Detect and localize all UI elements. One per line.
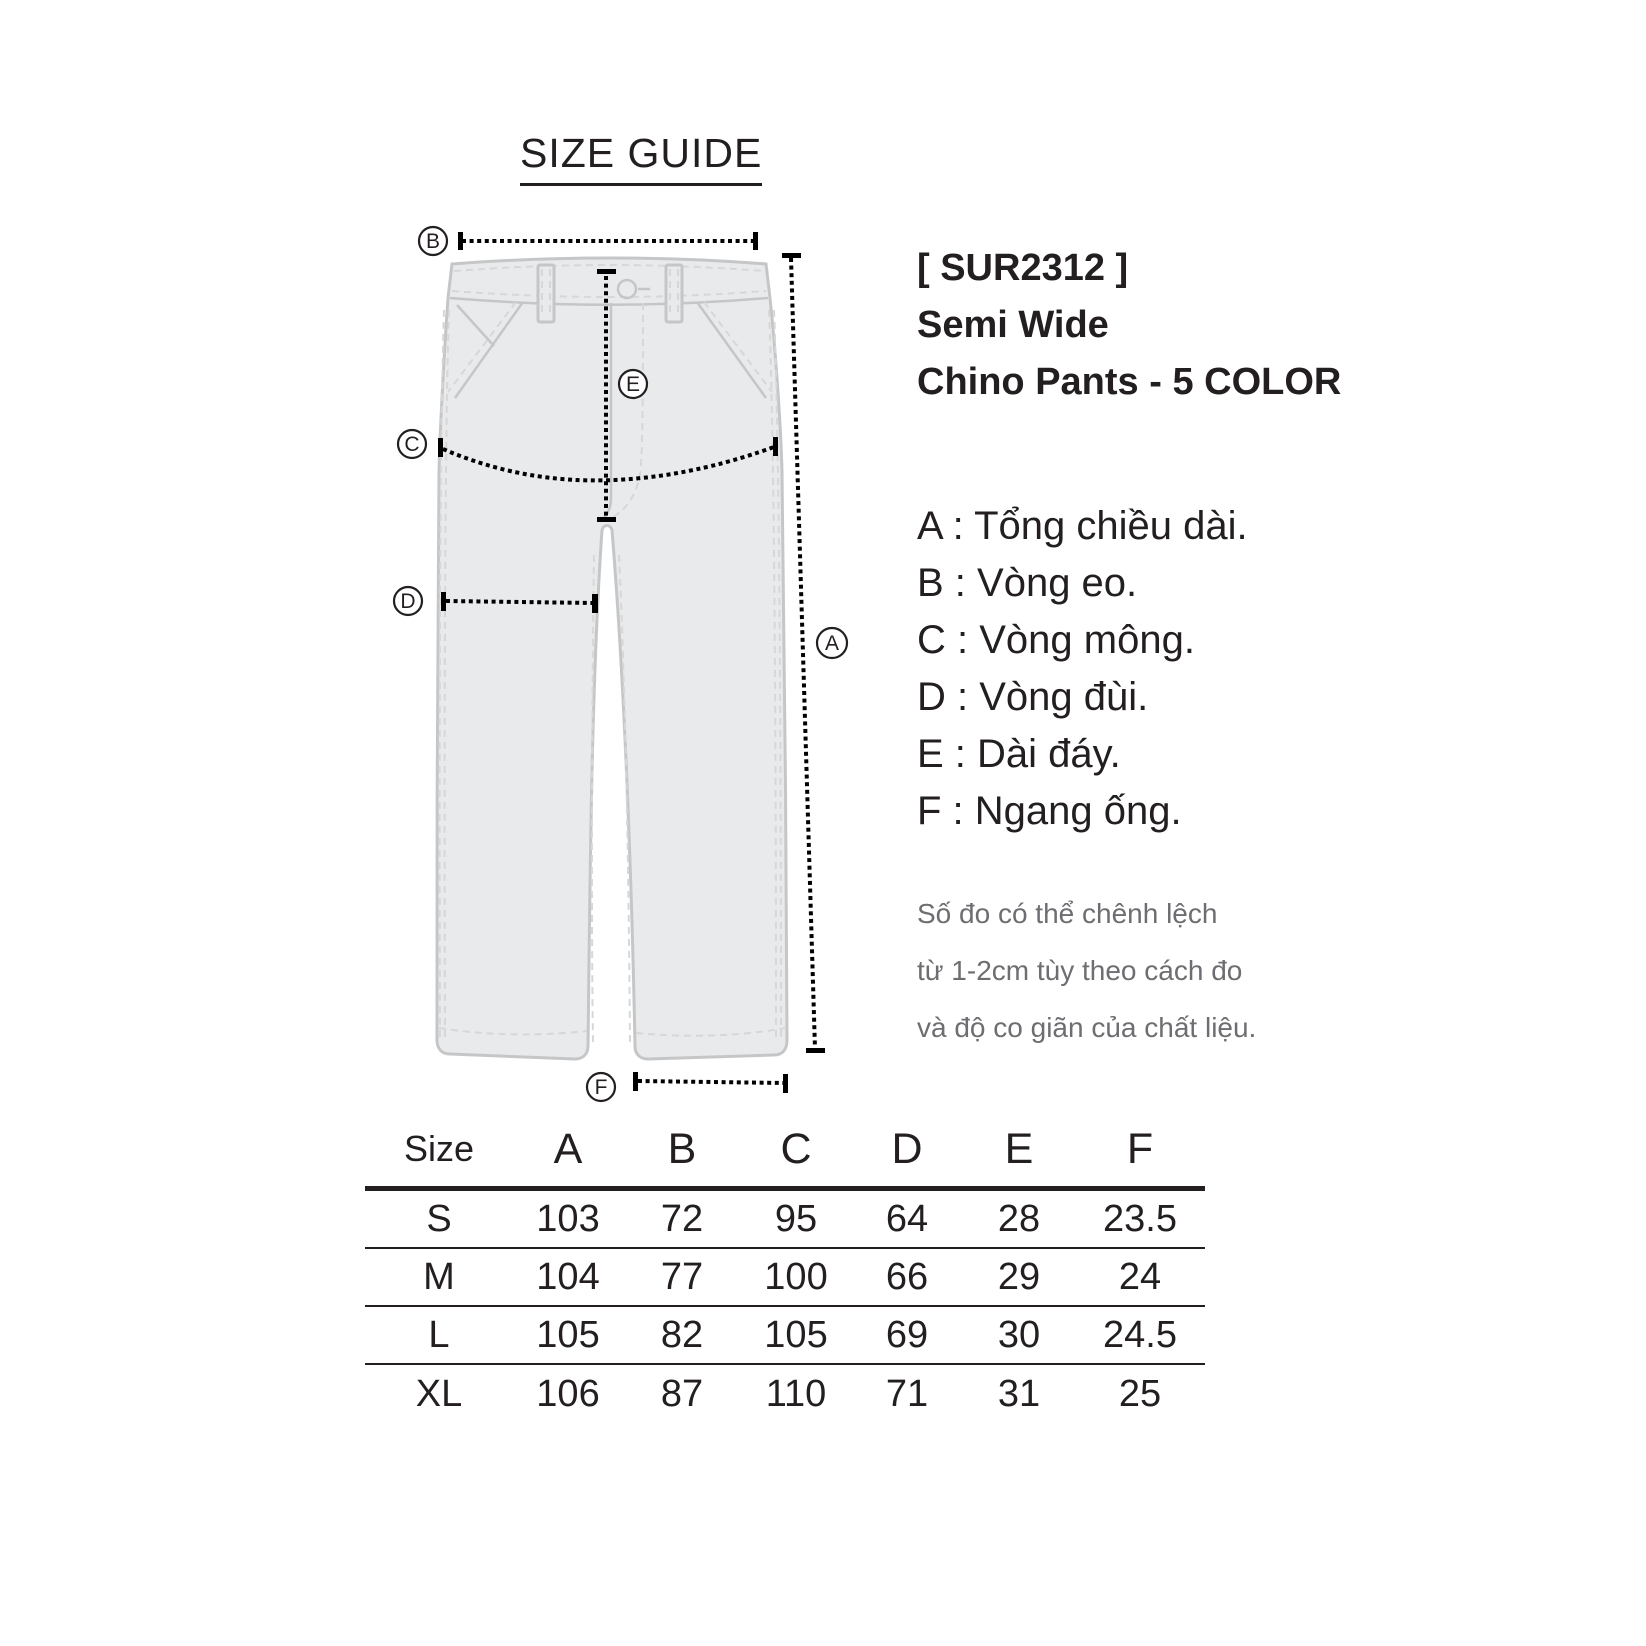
product-name-line-2: Chino Pants - 5 COLOR	[917, 361, 1342, 403]
header-c: C	[780, 1124, 812, 1173]
cell-value: 24.5	[1103, 1313, 1177, 1356]
table-row	[365, 1191, 1205, 1249]
cell-value: 69	[885, 1313, 929, 1356]
legend-item-d: D : Vòng đùi.	[917, 675, 1149, 719]
header-a: A	[553, 1124, 583, 1173]
measure-cap	[782, 253, 801, 258]
measure-cap	[458, 232, 463, 250]
header-f: F	[1126, 1124, 1154, 1173]
measure-line-f	[638, 1081, 784, 1083]
legend-item-f: F : Ngang ống.	[917, 789, 1182, 833]
header-e: E	[1004, 1124, 1034, 1173]
measure-cap	[773, 437, 778, 456]
legend-item-b: B : Vòng eo.	[917, 561, 1138, 605]
header-d: D	[891, 1124, 923, 1173]
measure-cap	[438, 438, 443, 457]
measure-label-f: F	[594, 1076, 608, 1099]
pants-illustration	[437, 258, 787, 1059]
measure-cap	[753, 232, 758, 250]
measure-label-e: E	[625, 373, 641, 396]
cell-value: 31	[997, 1372, 1041, 1415]
measure-label-a: A	[824, 632, 840, 655]
cell-value: 24	[1118, 1255, 1162, 1298]
cell-value: 23.5	[1103, 1197, 1177, 1240]
belt-loop	[538, 265, 554, 322]
measure-cap	[597, 517, 616, 522]
measurement-legend	[917, 498, 1248, 840]
measure-cap	[441, 592, 446, 611]
page-title: SIZE GUIDE	[520, 133, 762, 186]
row-size-label: L	[428, 1313, 450, 1356]
header-size: Size	[403, 1128, 475, 1169]
size-table-header	[365, 1112, 1205, 1191]
product-info	[917, 240, 1341, 411]
measure-cap	[783, 1074, 788, 1093]
legend-item-c: C : Vòng mông.	[917, 618, 1195, 662]
cell-value: 30	[997, 1313, 1041, 1356]
cell-value: 66	[885, 1255, 929, 1298]
measure-label-c: C	[404, 433, 420, 456]
legend-item-a: A : Tổng chiều dài.	[917, 504, 1248, 548]
measure-label-b: B	[425, 230, 441, 253]
cell-value: 28	[997, 1197, 1041, 1240]
cell-value: 64	[885, 1197, 929, 1240]
measure-cap	[633, 1072, 638, 1091]
cell-value: 82	[660, 1313, 704, 1356]
table-row	[365, 1365, 1205, 1423]
cell-value: 87	[660, 1372, 704, 1415]
cell-value: 104	[536, 1255, 600, 1298]
measure-cap	[597, 269, 616, 274]
table-row	[365, 1307, 1205, 1365]
belt-loop	[666, 265, 682, 322]
note-line-3: và độ co giãn của chất liệu.	[917, 1012, 1257, 1043]
left-inseam-stitch	[592, 555, 594, 1045]
header-b: B	[667, 1124, 697, 1173]
cell-value: 110	[765, 1372, 827, 1415]
table-row	[365, 1249, 1205, 1307]
cell-value: 25	[1118, 1372, 1162, 1415]
size-table	[365, 1112, 1205, 1423]
row-size-label: XL	[415, 1372, 463, 1415]
legend-item-e: E : Dài đáy.	[917, 732, 1121, 776]
cell-value: 77	[660, 1255, 704, 1298]
cell-value: 106	[536, 1372, 600, 1415]
row-size-label: S	[426, 1197, 452, 1240]
product-name-line-1: Semi Wide	[917, 304, 1109, 346]
cell-value: 71	[885, 1372, 929, 1415]
measurement-note	[917, 885, 1256, 1056]
cell-value: 105	[536, 1313, 600, 1356]
row-size-label: M	[423, 1255, 455, 1298]
cell-value: 103	[536, 1197, 600, 1240]
cell-value: 100	[764, 1255, 828, 1298]
note-line-2: từ 1-2cm tùy theo cách đo	[917, 955, 1243, 986]
measure-label-d: D	[400, 590, 416, 613]
cell-value: 95	[774, 1197, 818, 1240]
measure-cap	[806, 1048, 825, 1053]
cell-value: 72	[660, 1197, 704, 1240]
measure-line-a	[791, 258, 815, 1049]
product-code: [ SUR2312 ]	[917, 247, 1129, 289]
cell-value: 105	[764, 1313, 828, 1356]
note-line-1: Số đo có thể chênh lệch	[917, 898, 1218, 929]
measure-cap	[592, 594, 598, 613]
cell-value: 29	[997, 1255, 1041, 1298]
